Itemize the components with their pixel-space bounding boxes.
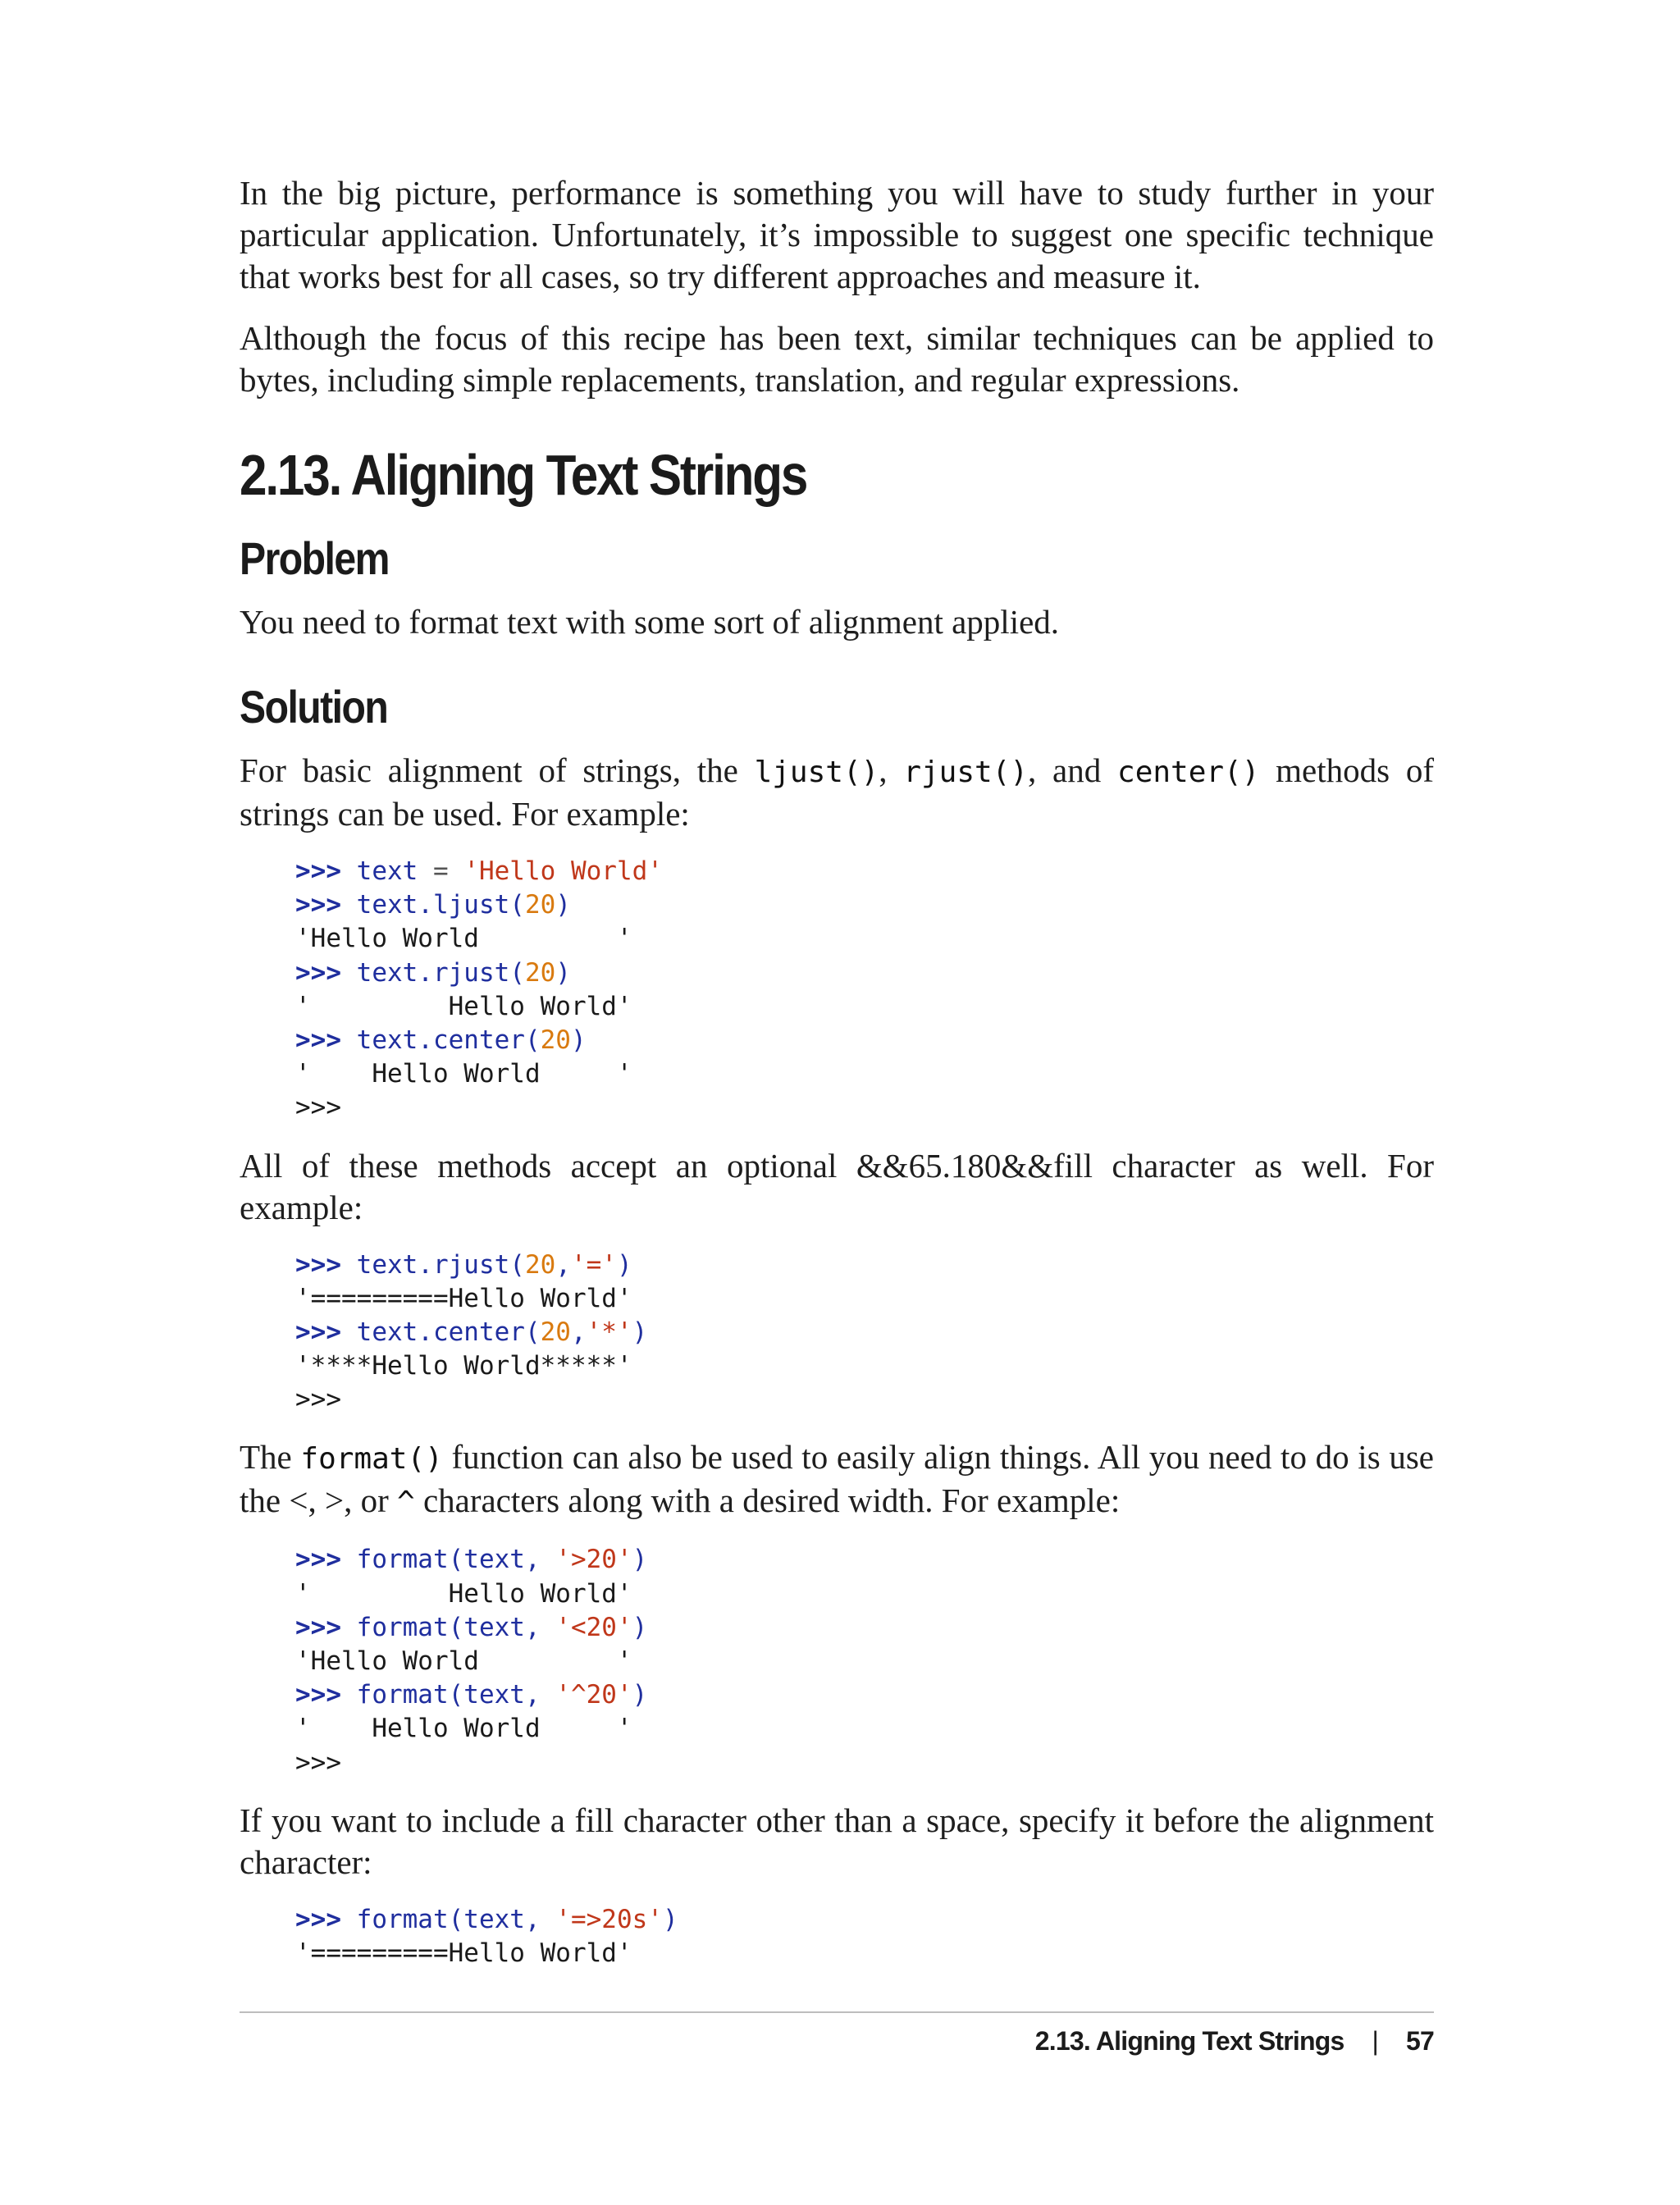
code-token-ident: , <box>570 1317 587 1347</box>
code-token-ident: ) <box>632 1545 648 1575</box>
text-run: , <box>879 751 904 789</box>
page-number: 57 <box>1406 2026 1434 2056</box>
code-token-ident: format(text, <box>356 1612 556 1642</box>
code-line <box>295 1349 1434 1383</box>
code-token-out: '****Hello World*****' <box>295 1351 632 1381</box>
code-token-prompt: >>> <box>295 1904 357 1934</box>
code-token-ident: text.center( <box>356 1025 541 1055</box>
code-block-4 <box>295 1903 1434 1970</box>
code-token-ident: format(text, <box>356 1545 556 1575</box>
code-line <box>295 1903 1434 1937</box>
code-token-out: ' Hello World ' <box>295 1714 632 1744</box>
code-line <box>295 1383 1434 1417</box>
solution-paragraph-4: If you want to include a fill character other than a space, specify it before the alignment character: <box>240 1801 1434 1881</box>
code-token-ident: ) <box>632 1317 648 1347</box>
code-token-str: '=' <box>570 1249 617 1280</box>
text-run: function can also be used to easily align things. All you need to do is use the <, >, or <box>240 1438 1434 1520</box>
code-token-prompt: >>> <box>295 1025 357 1055</box>
inline-code-center: center() <box>1117 756 1260 789</box>
code-token-prompt: >>> <box>295 1612 357 1642</box>
code-block-1 <box>295 855 1434 1125</box>
code-token-str: '>20' <box>555 1545 632 1575</box>
code-line <box>295 1712 1434 1746</box>
code-token-out: 'Hello World ' <box>295 1646 632 1676</box>
code-line <box>295 990 1434 1024</box>
code-token-ident: format(text, <box>356 1904 556 1934</box>
code-token-ident: ) <box>555 890 571 920</box>
code-token-prompt: >>> <box>295 1317 357 1347</box>
intro-paragraph-1: In the big picture, performance is something you will have to study further in your particular application. Unfortunately, it’s impossible to suggest one specific technique that works best for all cases, so try different approaches and measure it. <box>240 174 1434 295</box>
code-line <box>295 956 1434 990</box>
solution-heading: Solution <box>240 681 388 733</box>
code-token-prompt: >>> <box>295 856 357 886</box>
code-token-ident: ) <box>570 1025 587 1055</box>
code-token-num: 20 <box>540 1317 571 1347</box>
code-token-ident: text.rjust( <box>356 1249 525 1280</box>
code-token-ident: text.center( <box>356 1317 541 1347</box>
code-token-out: >>> <box>295 1093 341 1123</box>
code-token-out: >>> <box>295 1385 341 1415</box>
footer-separator: | <box>1372 2026 1378 2056</box>
code-token-prompt: >>> <box>295 957 357 988</box>
code-token-prompt: >>> <box>295 890 357 920</box>
code-token-ident: text <box>356 856 418 886</box>
code-token-op: = <box>418 856 464 886</box>
footer-divider <box>240 2011 1434 2013</box>
code-token-out: >>> <box>295 1747 341 1778</box>
running-title: 2.13. Aligning Text Strings <box>1034 2026 1344 2056</box>
text-run: , and <box>1028 751 1118 789</box>
code-token-str: '<20' <box>555 1612 632 1642</box>
text-run: The <box>240 1438 301 1477</box>
code-token-ident: text.rjust( <box>356 957 525 988</box>
intro-paragraph-2: Although the focus of this recipe has been text, similar techniques can be applied to bytes, including simple replacements, translation, and regular expressions. <box>240 319 1434 399</box>
code-block-2 <box>295 1249 1434 1418</box>
code-line <box>295 1645 1434 1678</box>
code-token-prompt: >>> <box>295 1249 357 1280</box>
code-line <box>295 1678 1434 1712</box>
code-line <box>295 1937 1434 1970</box>
code-line <box>295 1091 1434 1125</box>
code-line <box>295 1611 1434 1645</box>
solution-paragraph-2: All of these methods accept an optional &&65.180&&fill character as well. For example: <box>240 1146 1434 1226</box>
code-token-prompt: >>> <box>295 1545 357 1575</box>
code-token-ident: , <box>555 1249 571 1280</box>
code-line <box>295 922 1434 956</box>
code-token-out: '=========Hello World' <box>295 1283 632 1313</box>
code-token-ident: ) <box>632 1612 648 1642</box>
code-token-str: '^20' <box>555 1680 632 1710</box>
code-line <box>295 855 1434 888</box>
code-token-out: 'Hello World ' <box>295 924 632 954</box>
section-title: 2.13. Aligning Text Strings <box>240 443 807 507</box>
code-token-ident: ) <box>555 957 571 988</box>
problem-heading: Problem <box>240 532 389 584</box>
code-line <box>295 1282 1434 1316</box>
page-content <box>240 172 1434 1990</box>
code-token-out: ' Hello World' <box>295 991 632 1021</box>
code-token-prompt: >>> <box>295 1680 357 1710</box>
code-token-ident: format(text, <box>356 1680 556 1710</box>
code-block-3 <box>295 1543 1434 1779</box>
code-token-out: ' Hello World' <box>295 1578 632 1609</box>
code-line <box>295 1024 1434 1057</box>
code-token-ident: text.ljust( <box>356 890 525 920</box>
code-token-num: 20 <box>524 1249 556 1280</box>
code-line <box>295 888 1434 922</box>
code-token-ident: ) <box>616 1249 632 1280</box>
code-token-str: '*' <box>586 1317 632 1347</box>
code-token-num: 20 <box>524 957 556 988</box>
text-run: characters along with a desired width. For example: <box>414 1481 1121 1520</box>
code-token-str: 'Hello World' <box>463 856 663 886</box>
code-line <box>295 1249 1434 1282</box>
page-footer <box>1035 2025 1434 2057</box>
text-run: For basic alignment of strings, the <box>240 751 755 789</box>
text-run: methods of strings can be used. For example: <box>240 751 1435 833</box>
solution-paragraph-1 <box>240 750 1434 835</box>
inline-code-ljust: ljust() <box>754 756 879 789</box>
code-token-out: ' Hello World ' <box>295 1059 632 1089</box>
code-token-out: '=========Hello World' <box>295 1938 632 1968</box>
code-line <box>295 1543 1434 1577</box>
code-token-str: '=>20s' <box>555 1904 663 1934</box>
problem-text: You need to format text with some sort of alignment applied. <box>240 603 1060 641</box>
code-line <box>295 1746 1434 1780</box>
code-line <box>295 1316 1434 1349</box>
inline-code-rjust: rjust() <box>903 756 1029 789</box>
inline-code-caret: ^ <box>397 1486 415 1520</box>
code-line <box>295 1577 1434 1611</box>
code-token-ident: ) <box>632 1680 648 1710</box>
solution-paragraph-3 <box>240 1436 1434 1523</box>
code-token-num: 20 <box>540 1025 571 1055</box>
code-token-num: 20 <box>524 890 556 920</box>
inline-code-format: format() <box>300 1442 443 1477</box>
code-line <box>295 1057 1434 1091</box>
code-token-ident: ) <box>662 1904 678 1934</box>
